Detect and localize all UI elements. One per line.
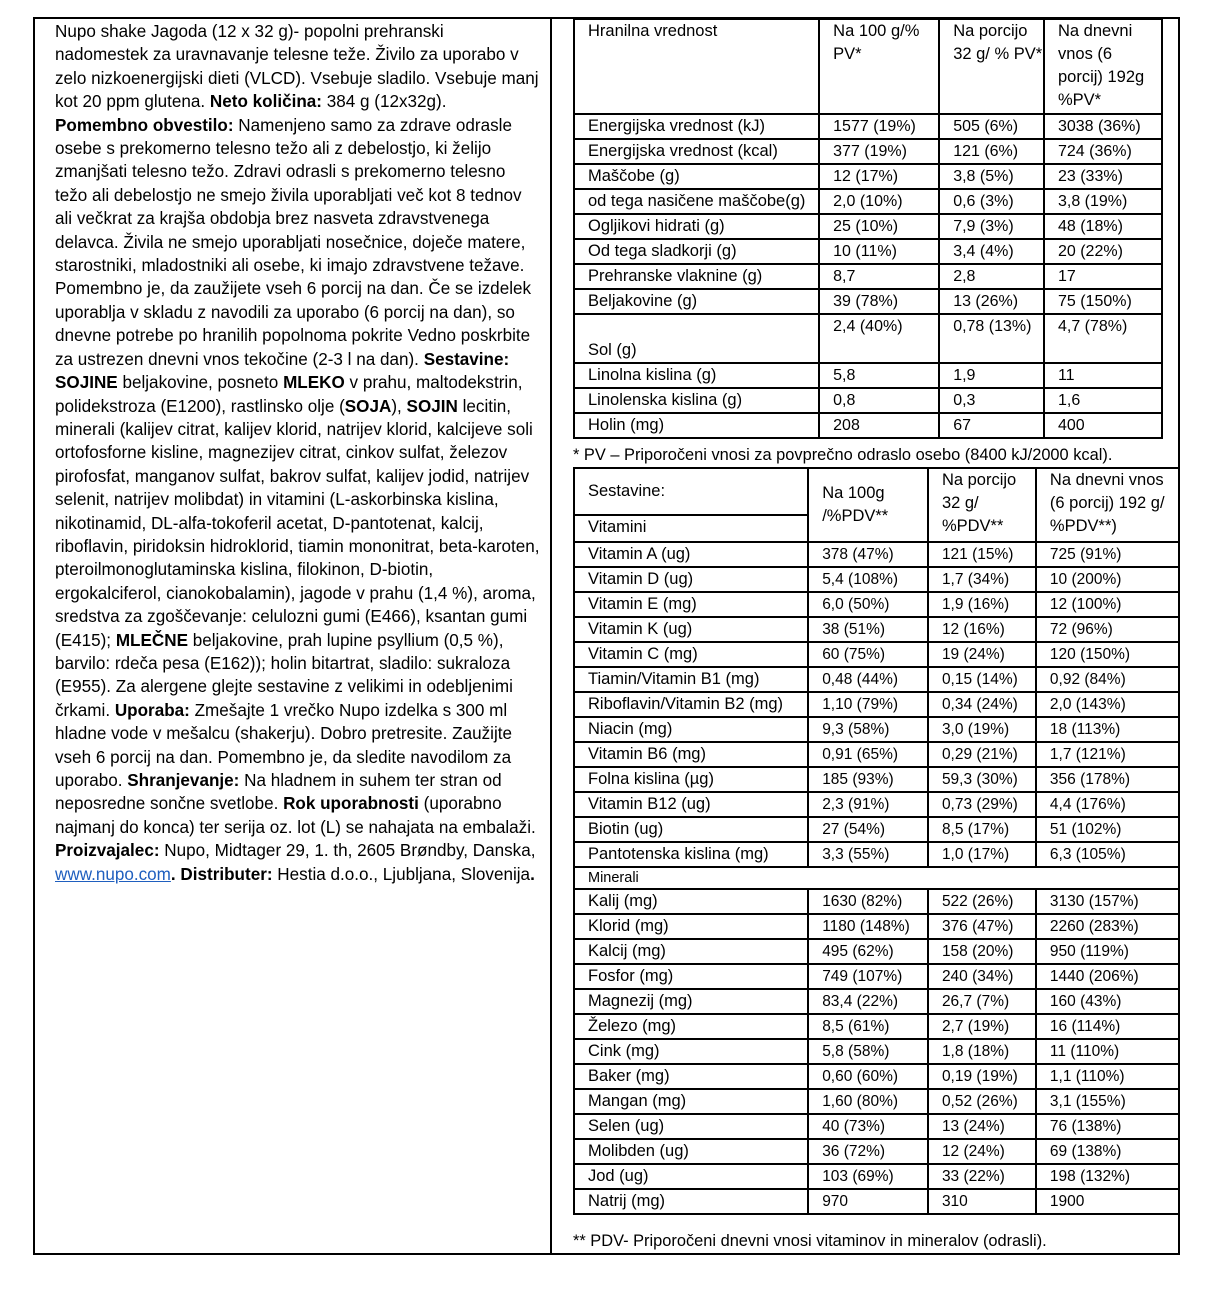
vitamin-header-row	[574, 468, 1179, 515]
mineral-row	[574, 914, 1179, 939]
row-value: 1577 (19%)	[819, 114, 939, 139]
distributer-text: Hestia d.o.o., Ljubljana, Slovenija	[272, 864, 531, 884]
row-value: 2,8	[939, 264, 1044, 289]
mineral-row	[574, 989, 1179, 1014]
row-value: 72 (96%)	[1036, 617, 1179, 642]
row-label: Energijska vrednost (kcal)	[574, 139, 819, 164]
row-value: 4,7 (78%)	[1044, 314, 1162, 363]
description-text: popolni prehranski nadomestek za uravnavanje telesne teže. Živilo za uporabo v zelo nizkoenergijski dieti (VLCD). Vsebuje sladilo. Vsebuje manj kot 20 ppm glutena.	[55, 22, 539, 112]
row-label: Holin (mg)	[574, 413, 819, 438]
pdv-footnote: ** PDV- Priporočeni dnevni vnosi vitaminov in mineralov (odrasli).	[573, 1232, 1047, 1250]
row-value: 76 (138%)	[1036, 1114, 1179, 1139]
vitamin-header-cell: Na dnevni vnos (6 porcij) 192 g/ %PDV**)	[1036, 468, 1179, 542]
row-value: 121 (15%)	[928, 542, 1036, 567]
row-value: 11	[1044, 363, 1162, 388]
row-value: 10 (200%)	[1036, 567, 1179, 592]
row-value: 3,0 (19%)	[928, 717, 1036, 742]
row-value: 120 (150%)	[1036, 642, 1179, 667]
row-value: 158 (20%)	[928, 939, 1036, 964]
product-title: Nupo shake Jagoda (12 x 32 g)-	[55, 22, 300, 41]
row-value: 12 (16%)	[928, 617, 1036, 642]
sestavine-text: ),	[391, 396, 407, 416]
row-label: Natrij (mg)	[574, 1189, 808, 1214]
mineral-row	[574, 1089, 1179, 1114]
row-value: 724 (36%)	[1044, 139, 1162, 164]
row-value: 8,7	[819, 264, 939, 289]
row-label: Vitamin E (mg)	[574, 592, 808, 617]
vitamin-row	[574, 717, 1179, 742]
mineral-row	[574, 964, 1179, 989]
row-value: 12 (24%)	[928, 1139, 1036, 1164]
row-value: 522 (26%)	[928, 889, 1036, 914]
vitamin-row	[574, 592, 1179, 617]
proizvajalec-text: Nupo, Midtager 29, 1. th, 2605 Brøndby, Danska,	[159, 841, 536, 861]
row-value: 17	[1044, 264, 1162, 289]
row-label: Baker (mg)	[574, 1064, 808, 1089]
rok-label: Rok uporabnosti	[283, 794, 419, 814]
allergen-mlecne: MLEČNE	[115, 630, 188, 650]
row-label: Vitamin A (ug)	[574, 542, 808, 567]
vitamin-row	[574, 792, 1179, 817]
allergen-mleko: MLEKO	[283, 373, 345, 393]
row-label: Linolna kislina (g)	[574, 363, 819, 388]
row-value: 6,3 (105%)	[1036, 842, 1179, 867]
row-value: 5,8	[819, 363, 939, 388]
nutrition-row	[574, 388, 1162, 413]
row-value: 749 (107%)	[808, 964, 928, 989]
row-label: Energijska vrednost (kJ)	[574, 114, 819, 139]
minerals-section-row	[574, 867, 1179, 889]
vitamin-row	[574, 667, 1179, 692]
row-value: 240 (34%)	[928, 964, 1036, 989]
nutrition-row	[574, 139, 1162, 164]
row-value: 356 (178%)	[1036, 767, 1179, 792]
row-value: 19 (24%)	[928, 642, 1036, 667]
row-value: 3,1 (155%)	[1036, 1089, 1179, 1114]
row-value: 0,60 (60%)	[808, 1064, 928, 1089]
row-value: 9,3 (58%)	[808, 717, 928, 742]
row-label: Molibden (ug)	[574, 1139, 808, 1164]
row-value: 3038 (36%)	[1044, 114, 1162, 139]
row-value: 0,52 (26%)	[928, 1089, 1036, 1114]
row-value: 0,48 (44%)	[808, 667, 928, 692]
nutrition-row	[574, 264, 1162, 289]
row-value: 160 (43%)	[1036, 989, 1179, 1014]
row-value: 3,8 (19%)	[1044, 189, 1162, 214]
row-value: 1,7 (34%)	[928, 567, 1036, 592]
pv-footnote: * PV – Priporočeni vnosi za povprečno odraslo osebo (8400 kJ/2000 kcal).	[573, 446, 1113, 464]
row-label: od tega nasičene maščobe(g)	[574, 189, 819, 214]
row-value: 0,3	[939, 388, 1044, 413]
sestavine-text: beljakovine, prah lupine psyllium (0,5 %), barvilo: rdeča pesa (E162)); holin bitartrat, sladilo: sukraloza (E955). Za alergene glejte sestavine z velikimi in odebljenimi črkami.	[55, 630, 513, 720]
row-label: Pantotenska kislina (mg)	[574, 842, 808, 867]
obvestilo-text: Namenjeno samo za zdrave odrasle osebe s prekomerno telesno težo ali z debelostjo, ki želijo zmanjšati telesno težo. Zdravi odrasli s prekomerno telesno težo ali debelostjo ne smejo živila uporabljati več kot 8 tednov ali večkrat za krajša obdobja brez nasveta zdravstvenega delavca. Živila ne smejo uporabljati nosečnice, doječe matere, starostniki, mladostniki ali osebe, ki imajo zdravstvene težave. Pomembno je, da zaužijete vseh 6 porcij na dan. Če se izdelek uporablja v skladu z navodili za uporabo (6 porcij na dan), so dnevne potrebe po hranilih popolnoma pokrite Vedno poskrbite za ustrezen dnevni vnos tekočine (2-3 l na dan).	[55, 115, 532, 369]
row-value: 18 (113%)	[1036, 717, 1179, 742]
vitamin-row	[574, 742, 1179, 767]
mineral-row	[574, 1039, 1179, 1064]
row-value: 0,34 (24%)	[928, 692, 1036, 717]
row-label: Linolenska kislina (g)	[574, 388, 819, 413]
sestavine-text: lecitin, minerali (kalijev citrat, kalijev klorid, natrijev klorid, kalcijeve soli ortofosforne kisline, magnezijev citrat, cinkov sulfat, železov pirofosfat, manganov sulfat, bakrov sulfat, kalijev jodid, natrijev selenit, natrijev molibdat) in vitamini (L-askorbinska kislina, nikotinamid, DL-alfa-tokoferil acetat, D-pantotenat, kalcij, riboflavin, piridoksin hidroklorid, tiamin mononitrat, beta-karoten, pteroilmonoglutaminska kislina, filokinon, D-biotin, ergokalciferol, cianokobalamin), jagode v prahu (1,4 %), aroma, sredstva za zgoščevanje: celulozni gumi (E466), ksantan gumi (E415);	[55, 396, 540, 650]
row-value: 60 (75%)	[808, 642, 928, 667]
vitamini-subheader: Vitamini	[574, 515, 808, 542]
row-value: 51 (102%)	[1036, 817, 1179, 842]
row-label: Klorid (mg)	[574, 914, 808, 939]
row-value: 13 (26%)	[939, 289, 1044, 314]
row-value: 1,8 (18%)	[928, 1039, 1036, 1064]
vitamin-row	[574, 842, 1179, 867]
rok-text: (uporabno najmanj do konca) ter serija oz. lot (L) se nahajata na embalaži.	[55, 794, 536, 837]
row-value: 0,29 (21%)	[928, 742, 1036, 767]
row-label: Od tega sladkorji (g)	[574, 239, 819, 264]
row-value: 0,19 (19%)	[928, 1064, 1036, 1089]
vitamin-row	[574, 767, 1179, 792]
row-label: Mangan (mg)	[574, 1089, 808, 1114]
row-label: Železo (mg)	[574, 1014, 808, 1039]
row-value: 10 (11%)	[819, 239, 939, 264]
row-value: 2,4 (40%)	[819, 314, 939, 363]
row-value: 1180 (148%)	[808, 914, 928, 939]
row-value: 8,5 (61%)	[808, 1014, 928, 1039]
row-value: 376 (47%)	[928, 914, 1036, 939]
row-label: Vitamin B12 (ug)	[574, 792, 808, 817]
mineral-row	[574, 1014, 1179, 1039]
row-value: 38 (51%)	[808, 617, 928, 642]
row-value: 3,3 (55%)	[808, 842, 928, 867]
nutrition-row	[574, 314, 1162, 363]
row-value: 39 (78%)	[819, 289, 939, 314]
row-value: 1900	[1036, 1189, 1179, 1214]
minerali-subheader: Minerali	[574, 867, 1179, 889]
row-value: 16 (114%)	[1036, 1014, 1179, 1039]
vitamin-row	[574, 817, 1179, 842]
nutrition-row	[574, 363, 1162, 388]
neto-value: 384 g (12x32g).	[321, 92, 447, 112]
row-value: 33 (22%)	[928, 1164, 1036, 1189]
nutrition-row	[574, 214, 1162, 239]
row-value: 75 (150%)	[1044, 289, 1162, 314]
row-label: Biotin (ug)	[574, 817, 808, 842]
row-value: 103 (69%)	[808, 1164, 928, 1189]
row-value: 69 (138%)	[1036, 1139, 1179, 1164]
mineral-row	[574, 889, 1179, 914]
uporaba-text: Zmešajte 1 vrečko Nupo izdelka s 300 ml hladne vode v mešalcu (shakerju). Dobro pretresite. Zaužijte vseh 6 porcij na dan. Pomembno je, da sledite navodilom za uporabo.	[55, 700, 512, 790]
row-value: 3130 (157%)	[1036, 889, 1179, 914]
nutrition-table	[573, 18, 1163, 439]
sestavine-text: v prahu, maltodekstrin, polidekstroza (E1200), rastlinsko olje (	[55, 373, 523, 416]
row-label: Cink (mg)	[574, 1039, 808, 1064]
row-value: 310	[928, 1189, 1036, 1214]
uporaba-label: Uporaba:	[114, 700, 190, 720]
proizvajalec-label: Proizvajalec:	[55, 841, 160, 861]
nutrition-header-cell: Na dnevni vnos (6 porcij) 192g %PV*	[1044, 19, 1162, 114]
row-value: 950 (119%)	[1036, 939, 1179, 964]
allergen-sojin: SOJIN	[406, 396, 458, 416]
row-value: 2,0 (143%)	[1036, 692, 1179, 717]
vitamin-row	[574, 617, 1179, 642]
row-label: Folna kislina (µg)	[574, 767, 808, 792]
mineral-row	[574, 1064, 1179, 1089]
shranjevanje-label: Shranjevanje:	[127, 771, 240, 790]
row-value: 0,6 (3%)	[939, 189, 1044, 214]
row-value: 5,4 (108%)	[808, 567, 928, 592]
row-label: Kalij (mg)	[574, 889, 808, 914]
row-value: 3,8 (5%)	[939, 164, 1044, 189]
row-value: 59,3 (30%)	[928, 767, 1036, 792]
row-value: 8,5 (17%)	[928, 817, 1036, 842]
row-value: 11 (110%)	[1036, 1039, 1179, 1064]
row-value: 12 (17%)	[819, 164, 939, 189]
row-label: Fosfor (mg)	[574, 964, 808, 989]
row-value: 185 (93%)	[808, 767, 928, 792]
nutrition-row	[574, 239, 1162, 264]
row-value: 13 (24%)	[928, 1114, 1036, 1139]
row-value: 7,9 (3%)	[939, 214, 1044, 239]
mineral-row	[574, 1114, 1179, 1139]
row-value: 0,8	[819, 388, 939, 413]
row-value: 1,9	[939, 363, 1044, 388]
row-value: 27 (54%)	[808, 817, 928, 842]
end-period: .	[530, 864, 535, 884]
row-value: 2,7 (19%)	[928, 1014, 1036, 1039]
website-link[interactable]: www.nupo.com	[55, 864, 171, 884]
nutrition-row	[574, 114, 1162, 139]
row-value: 4,4 (176%)	[1036, 792, 1179, 817]
row-value: 198 (132%)	[1036, 1164, 1179, 1189]
shranjevanje-text: Na hladnem in suhem ter stran od neposredne sončne svetlobe.	[55, 771, 502, 814]
row-label: Vitamin C (mg)	[574, 642, 808, 667]
product-description	[55, 20, 540, 886]
row-value: 121 (6%)	[939, 139, 1044, 164]
vitamin-header-cell: Na 100g /%PDV**	[808, 468, 928, 542]
row-value: 1440 (206%)	[1036, 964, 1179, 989]
row-value: 83,4 (22%)	[808, 989, 928, 1014]
row-value: 0,15 (14%)	[928, 667, 1036, 692]
row-label: Vitamin D (ug)	[574, 567, 808, 592]
row-label: Selen (ug)	[574, 1114, 808, 1139]
row-value: 26,7 (7%)	[928, 989, 1036, 1014]
allergen-soja: SOJA	[344, 396, 392, 416]
vitamin-row	[574, 692, 1179, 717]
sestavine-header: Sestavine:	[574, 468, 808, 515]
nutrition-header-cell: Na 100 g/% PV*	[819, 19, 939, 114]
sestavine-text: beljakovine, posneto	[117, 373, 284, 393]
row-value: 1,10 (79%)	[808, 692, 928, 717]
mineral-row	[574, 1189, 1179, 1214]
row-label: Tiamin/Vitamin B1 (mg)	[574, 667, 808, 692]
row-value: 377 (19%)	[819, 139, 939, 164]
row-value: 40 (73%)	[808, 1114, 928, 1139]
nutrition-row	[574, 289, 1162, 314]
mineral-row	[574, 1139, 1179, 1164]
row-label: Magnezij (mg)	[574, 989, 808, 1014]
row-value: 495 (62%)	[808, 939, 928, 964]
obvestilo-label: Pomembno obvestilo:	[55, 115, 234, 135]
row-value: 20 (22%)	[1044, 239, 1162, 264]
row-value: 725 (91%)	[1036, 542, 1179, 567]
row-value: 970	[808, 1189, 928, 1214]
row-value: 5,8 (58%)	[808, 1039, 928, 1064]
row-value: 2,3 (91%)	[808, 792, 928, 817]
row-value: 0,78 (13%)	[939, 314, 1044, 363]
row-value: 1,6	[1044, 388, 1162, 413]
row-label: Jod (ug)	[574, 1164, 808, 1189]
row-label: Prehranske vlaknine (g)	[574, 264, 819, 289]
row-value: 1,1 (110%)	[1036, 1064, 1179, 1089]
row-value: 6,0 (50%)	[808, 592, 928, 617]
nutrition-header-cell: Hranilna vrednost	[574, 19, 819, 114]
row-value: 1630 (82%)	[808, 889, 928, 914]
row-label: Beljakovine (g)	[574, 289, 819, 314]
nutrition-header-row	[574, 19, 1162, 114]
row-value: 400	[1044, 413, 1162, 438]
row-value: 0,91 (65%)	[808, 742, 928, 767]
neto-label: Neto količina:	[209, 92, 322, 112]
row-value: 12 (100%)	[1036, 592, 1179, 617]
nutrition-row	[574, 413, 1162, 438]
row-label: Niacin (mg)	[574, 717, 808, 742]
row-value: 1,9 (16%)	[928, 592, 1036, 617]
vitamin-row	[574, 567, 1179, 592]
row-value: 0,92 (84%)	[1036, 667, 1179, 692]
column-divider	[550, 17, 552, 1255]
row-value: 48 (18%)	[1044, 214, 1162, 239]
row-label: Sol (g)	[574, 314, 819, 363]
row-value: 2260 (283%)	[1036, 914, 1179, 939]
vitamin-row	[574, 642, 1179, 667]
row-label: Ogljikovi hidrati (g)	[574, 214, 819, 239]
row-value: 378 (47%)	[808, 542, 928, 567]
row-value: 1,60 (80%)	[808, 1089, 928, 1114]
mineral-row	[574, 1164, 1179, 1189]
row-value: 23 (33%)	[1044, 164, 1162, 189]
row-label: Maščobe (g)	[574, 164, 819, 189]
row-value: 3,4 (4%)	[939, 239, 1044, 264]
row-value: 36 (72%)	[808, 1139, 928, 1164]
distributer-label: . Distributer:	[170, 864, 273, 884]
row-value: 2,0 (10%)	[819, 189, 939, 214]
row-value: 1,0 (17%)	[928, 842, 1036, 867]
vitamin-row	[574, 542, 1179, 567]
row-label: Riboflavin/Vitamin B2 (mg)	[574, 692, 808, 717]
row-value: 67	[939, 413, 1044, 438]
sestavine-label: Sestavine: SOJINE	[55, 349, 510, 393]
nutrition-row	[574, 164, 1162, 189]
row-value: 208	[819, 413, 939, 438]
row-value: 505 (6%)	[939, 114, 1044, 139]
mineral-row	[574, 939, 1179, 964]
row-label: Vitamin K (ug)	[574, 617, 808, 642]
row-value: 0,73 (29%)	[928, 792, 1036, 817]
nutrition-header-cell: Na porcijo 32 g/ % PV*	[939, 19, 1044, 114]
row-value: 25 (10%)	[819, 214, 939, 239]
vitamin-header-cell: Na porcijo 32 g/ %PDV**	[928, 468, 1036, 542]
row-value: 1,7 (121%)	[1036, 742, 1179, 767]
row-label: Kalcij (mg)	[574, 939, 808, 964]
vitamin-mineral-table	[573, 467, 1180, 1215]
row-label: Vitamin B6 (mg)	[574, 742, 808, 767]
nutrition-row	[574, 189, 1162, 214]
